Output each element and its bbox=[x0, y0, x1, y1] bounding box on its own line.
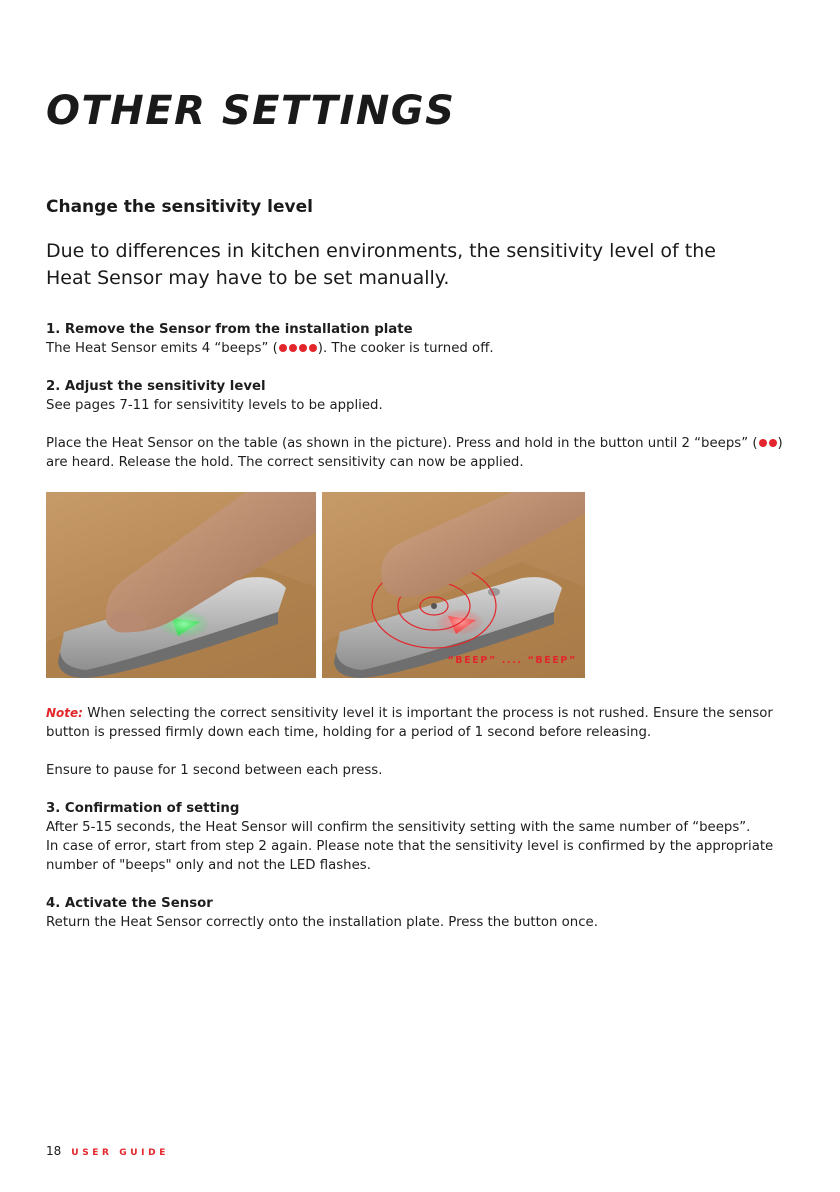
note-label: Note: bbox=[46, 706, 83, 720]
step-3-line-1: After 5-15 seconds, the Heat Sensor will confirm the sensitivity setting with the same number of “beeps”. bbox=[46, 820, 751, 835]
beep-dots-4 bbox=[278, 341, 318, 356]
step-1-text-after: ). The cooker is turned off. bbox=[317, 341, 494, 356]
step-2-para-after: ) bbox=[777, 436, 783, 451]
step-2-paragraph bbox=[46, 434, 786, 453]
sensor-press-illustration bbox=[46, 492, 316, 678]
step-2 bbox=[46, 377, 786, 472]
beep-dot-icon bbox=[309, 344, 317, 352]
step-1-text-before: The Heat Sensor emits 4 “beeps” ( bbox=[46, 341, 278, 356]
page-title: OTHER SETTINGS bbox=[46, 88, 456, 134]
beep-dot-icon bbox=[279, 344, 287, 352]
intro-line-1: Due to differences in kitchen environments, the sensitivity level of the bbox=[46, 240, 716, 262]
beep-dot-icon bbox=[289, 344, 297, 352]
beep-dot-icon bbox=[769, 439, 777, 447]
step-3-line-2: In case of error, start from step 2 again. Please note that the sensitivity level is confirmed by the appropriate bbox=[46, 839, 774, 854]
beep-dot-icon bbox=[299, 344, 307, 352]
sensor-beep-illustration bbox=[322, 492, 585, 678]
page-number: 18 bbox=[46, 1144, 62, 1158]
beep-caption: “BEEP” .... “BEEP” bbox=[447, 655, 577, 666]
step-1 bbox=[46, 320, 786, 358]
photo-sensor-beep bbox=[322, 492, 585, 678]
step-3-line-3: number of "beeps" only and not the LED flashes. bbox=[46, 858, 371, 873]
step-2-paragraph-line-2: are heard. Release the hold. The correct sensitivity can now be applied. bbox=[46, 455, 524, 470]
note-text-line-2: button is pressed firmly down each time, holding for a period of 1 second before releasing. bbox=[46, 725, 652, 740]
section-heading: Change the sensitivity level bbox=[46, 197, 313, 217]
step-4-title: 4. Activate the Sensor bbox=[46, 896, 213, 911]
guide-label: USER GUIDE bbox=[71, 1148, 169, 1158]
note-block bbox=[46, 704, 786, 780]
beep-dots-2 bbox=[758, 436, 778, 451]
note-text-line-1: When selecting the correct sensitivity level it is important the process is not rushed. Ensure the sensor bbox=[82, 706, 773, 721]
step-2-title: 2. Adjust the sensitivity level bbox=[46, 379, 266, 394]
step-2-para-before: Place the Heat Sensor on the table (as shown in the picture). Press and hold in the button until 2 “beeps” ( bbox=[46, 436, 758, 451]
step-4-text: Return the Heat Sensor correctly onto the installation plate. Press the button once. bbox=[46, 915, 598, 930]
intro-line-2: Heat Sensor may have to be set manually. bbox=[46, 267, 450, 289]
step-1-text bbox=[46, 339, 786, 358]
page-footer bbox=[46, 1144, 169, 1158]
step-4 bbox=[46, 894, 786, 932]
step-3 bbox=[46, 799, 786, 875]
intro-paragraph bbox=[46, 238, 766, 292]
beep-dot-icon bbox=[759, 439, 767, 447]
note-text bbox=[46, 704, 786, 723]
photo-press-sensor bbox=[46, 492, 316, 678]
step-1-title: 1. Remove the Sensor from the installation plate bbox=[46, 322, 413, 337]
step-2-text: See pages 7-11 for sensivitity levels to be applied. bbox=[46, 398, 383, 413]
note-pause: Ensure to pause for 1 second between each press. bbox=[46, 763, 383, 778]
step-3-title: 3. Confirmation of setting bbox=[46, 801, 240, 816]
